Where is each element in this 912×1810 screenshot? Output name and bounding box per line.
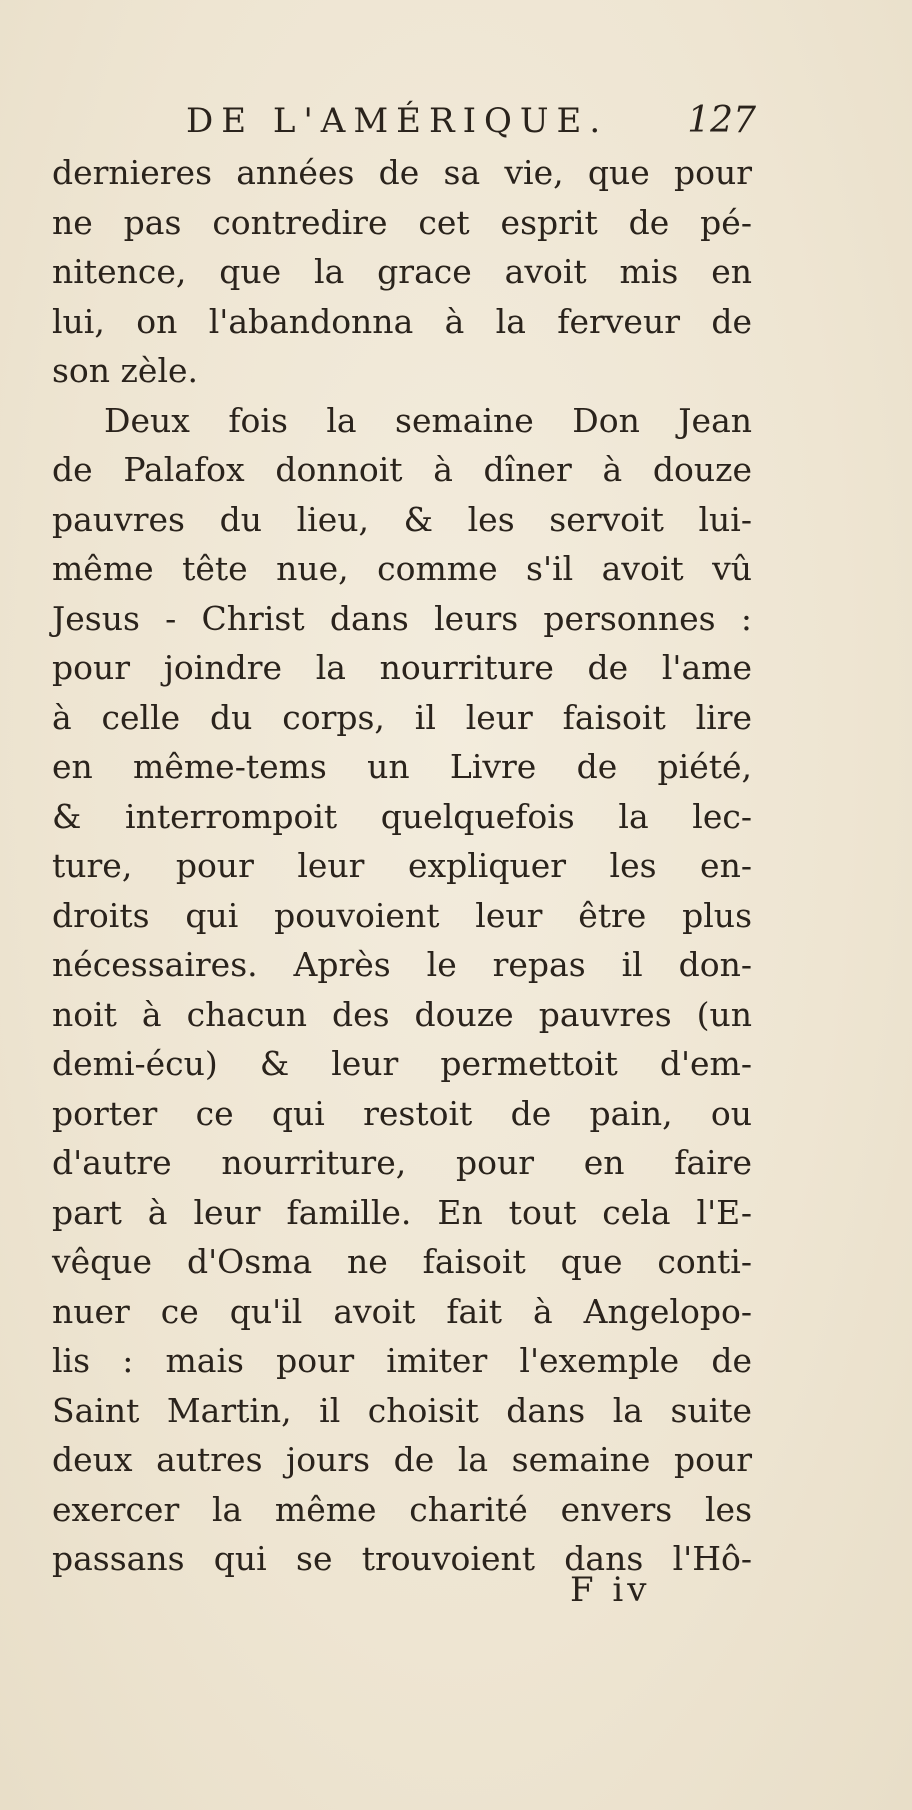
text-line: pauvres du lieu, & les servoit lui-	[52, 499, 752, 539]
text-line: de Palafox donnoit à dîner à douze	[52, 450, 752, 489]
text-line: à celle du corps, il leur faisoit lire	[52, 697, 752, 737]
text-line: ne pas contredire cet esprit de pé-	[52, 202, 752, 242]
text-line: lui, on l'abandonna à la ferveur de	[52, 301, 752, 341]
text-line: ture, pour leur expliquer les en-	[52, 846, 752, 885]
text-line: nuer ce qu'il avoit fait à Angelopo-	[52, 1291, 752, 1331]
text-line: exercer la même charité envers les	[52, 1489, 752, 1529]
text-line: demi-écu) & leur permettoit d'em-	[52, 1044, 752, 1083]
text-line: part à leur famille. En tout cela l'E-	[52, 1192, 752, 1232]
text-line: Jesus - Christ dans leurs personnes :	[52, 598, 752, 638]
text-line: passans qui se trouvoient dans l'Hô-	[52, 1539, 752, 1578]
text-line: nécessaires. Après le repas il don-	[52, 945, 752, 984]
text-line: nitence, que la grace avoit mis en	[52, 252, 752, 291]
signature-mark: F iv	[570, 1570, 651, 1610]
running-head	[186, 96, 756, 146]
text-line: même tête nue, comme s'il avoit vû	[52, 549, 752, 588]
text-line: dernieres années de sa vie, que pour	[52, 153, 752, 192]
text-line: noit à chacun des douze pauvres (un	[52, 994, 752, 1034]
text-line: en même-tems un Livre de piété,	[52, 747, 752, 786]
text-line: pour joindre la nourriture de l'ame	[52, 648, 752, 687]
paragraph-first-line: Deux fois la semaine Don Jean	[104, 400, 752, 440]
body-text	[52, 148, 752, 1584]
text-line: & interrompoit quelquefois la lec-	[52, 796, 752, 836]
text-line: droits qui pouvoient leur être plus	[52, 895, 752, 935]
text-line: vêque d'Osma ne faisoit que conti-	[52, 1242, 752, 1281]
text-line: son zèle.	[52, 351, 199, 390]
text-line: porter ce qui restoit de pain, ou	[52, 1093, 752, 1133]
text-line: d'autre nourriture, pour en faire	[52, 1143, 752, 1182]
page-number: 127	[687, 100, 756, 141]
text-line: lis : mais pour imiter l'exemple de	[52, 1341, 752, 1380]
text-line: deux autres jours de la semaine pour	[52, 1440, 752, 1479]
running-title: DE L'AMÉRIQUE.	[186, 101, 609, 141]
text-line: Saint Martin, il choisit dans la suite	[52, 1390, 752, 1430]
